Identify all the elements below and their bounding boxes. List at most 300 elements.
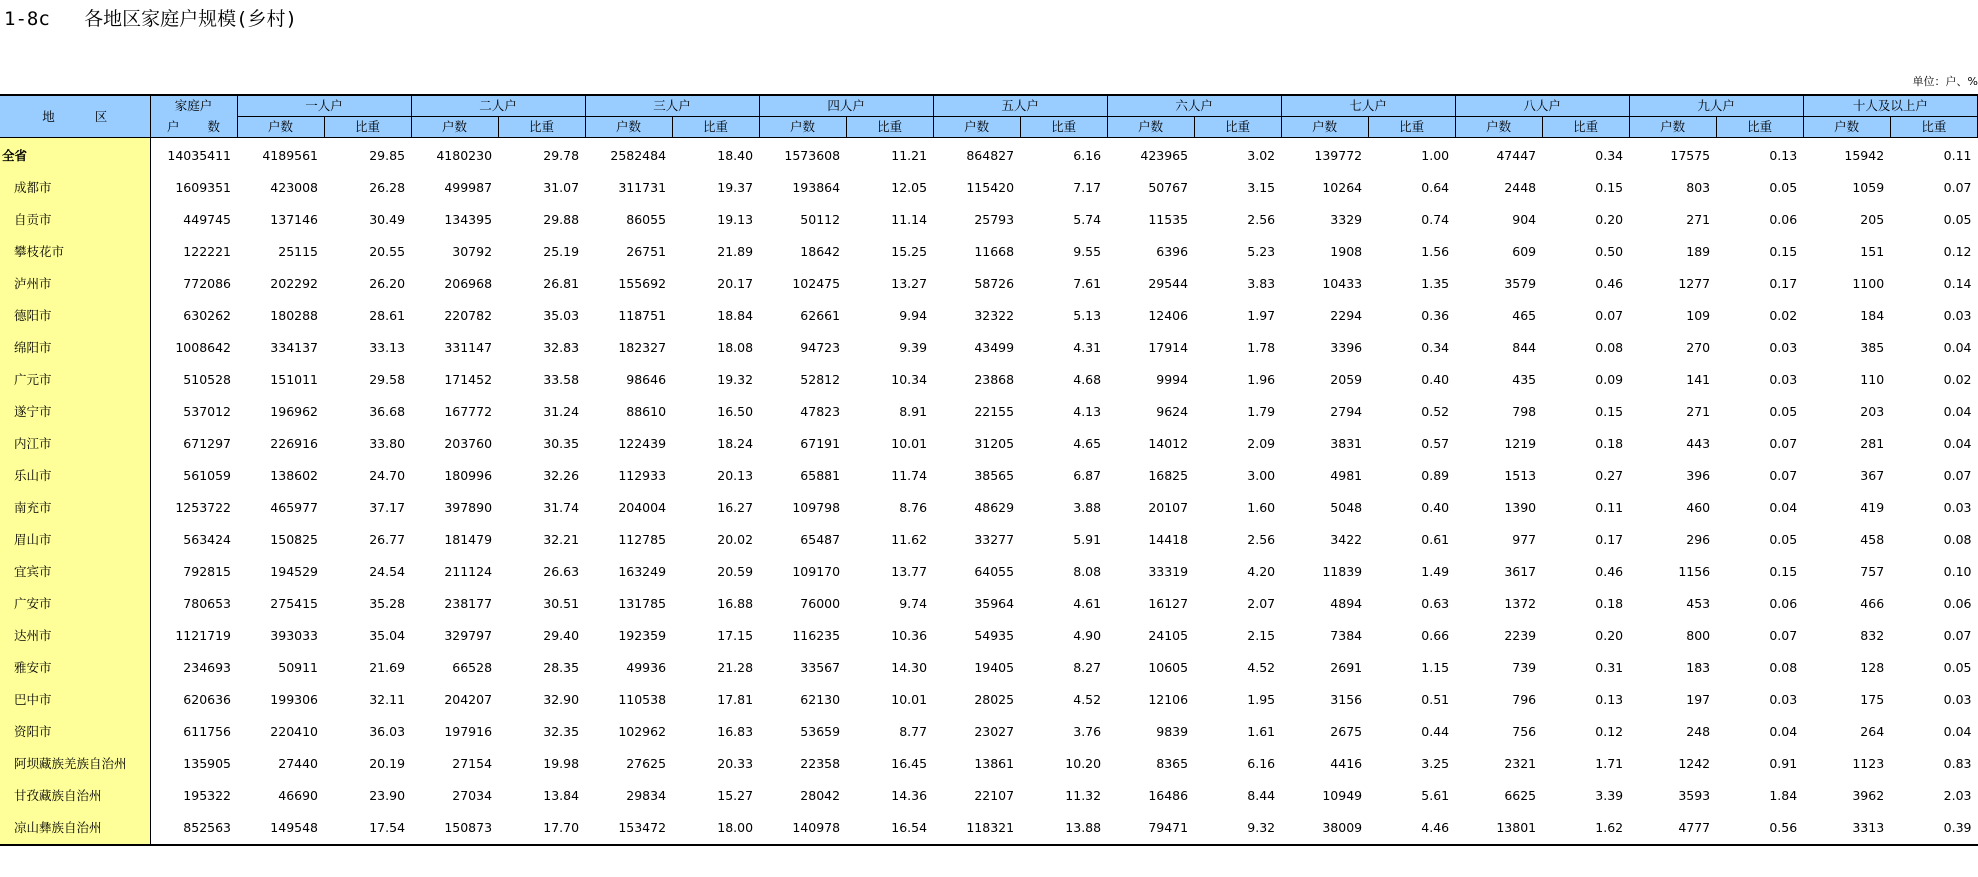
cell-ratio: 29.58 bbox=[369, 372, 406, 387]
cell-ratio: 0.04 bbox=[1769, 500, 1798, 515]
table-row bbox=[0, 780, 1978, 812]
table-row bbox=[0, 620, 1978, 652]
cell-ratio: 3.83 bbox=[1247, 276, 1276, 291]
region-name: 内江市 bbox=[0, 428, 150, 460]
cell-ratio: 0.11 bbox=[1943, 148, 1972, 163]
cell-count: 33567 bbox=[800, 660, 841, 675]
cell-count: 13801 bbox=[1455, 812, 1542, 845]
region-name: 甘孜藏族自治州 bbox=[0, 780, 150, 812]
cell-ratio: 1.61 bbox=[1247, 724, 1276, 739]
cell-ratio: 0.04 bbox=[1943, 404, 1972, 419]
cell-count: 150825 bbox=[270, 532, 319, 547]
cell-count: 25115 bbox=[278, 244, 319, 259]
cell-count: 17575 bbox=[1670, 148, 1711, 163]
cell-ratio: 10.01 bbox=[891, 436, 928, 451]
region-name: 广元市 bbox=[0, 364, 150, 396]
header-sub-count: 户数 bbox=[237, 117, 324, 138]
cell-count: 4777 bbox=[1629, 812, 1716, 845]
cell-count: 9839 bbox=[1156, 724, 1189, 739]
cell-count: 2448 bbox=[1504, 180, 1537, 195]
cell-ratio: 4.65 bbox=[1073, 436, 1102, 451]
region-name: 乐山市 bbox=[0, 460, 150, 492]
cell-count: 798 bbox=[1512, 404, 1537, 419]
header-row-sub bbox=[0, 117, 1978, 138]
household-count: 792815 bbox=[183, 564, 232, 579]
cell-count: 423008 bbox=[270, 180, 319, 195]
cell-ratio: 8.76 bbox=[899, 500, 928, 515]
cell-ratio: 15.27 bbox=[717, 788, 754, 803]
cell-count: 38009 bbox=[1281, 812, 1368, 845]
cell-ratio: 21.89 bbox=[717, 244, 754, 259]
cell-ratio: 26.77 bbox=[369, 532, 406, 547]
cell-ratio: 0.56 bbox=[1716, 812, 1803, 845]
cell-count: 385 bbox=[1860, 340, 1885, 355]
cell-ratio: 30.51 bbox=[543, 596, 580, 611]
cell-ratio: 0.83 bbox=[1943, 756, 1972, 771]
header-sub-count: 户数 bbox=[1803, 117, 1890, 138]
cell-ratio: 0.51 bbox=[1421, 692, 1450, 707]
header-group: 七人户 bbox=[1281, 95, 1455, 117]
cell-count: 203 bbox=[1860, 404, 1885, 419]
cell-count: 220782 bbox=[444, 308, 493, 323]
cell-count: 24105 bbox=[1148, 628, 1189, 643]
cell-ratio: 32.21 bbox=[543, 532, 580, 547]
cell-ratio: 0.17 bbox=[1769, 276, 1798, 291]
cell-count: 197916 bbox=[444, 724, 493, 739]
table-row bbox=[0, 748, 1978, 780]
cell-count: 271 bbox=[1686, 404, 1711, 419]
cell-count: 844 bbox=[1512, 340, 1537, 355]
header-sub-ratio: 比重 bbox=[846, 117, 933, 138]
cell-count: 50911 bbox=[278, 660, 319, 675]
cell-count: 118321 bbox=[933, 812, 1020, 845]
header-household-bottom: 户 数 bbox=[150, 117, 237, 138]
cell-ratio: 13.27 bbox=[891, 276, 928, 291]
table-row bbox=[0, 172, 1978, 204]
cell-ratio: 0.09 bbox=[1595, 372, 1624, 387]
cell-count: 140978 bbox=[759, 812, 846, 845]
cell-ratio: 20.19 bbox=[369, 756, 406, 771]
cell-count: 4189561 bbox=[262, 148, 319, 163]
cell-ratio: 16.50 bbox=[717, 404, 754, 419]
cell-count: 94723 bbox=[800, 340, 841, 355]
cell-count: 192359 bbox=[618, 628, 667, 643]
cell-count: 184 bbox=[1860, 308, 1885, 323]
header-sub-count: 户数 bbox=[585, 117, 672, 138]
cell-count: 443 bbox=[1686, 436, 1711, 451]
cell-ratio: 0.04 bbox=[1943, 340, 1972, 355]
cell-count: 112785 bbox=[618, 532, 667, 547]
cell-ratio: 0.20 bbox=[1595, 212, 1624, 227]
cell-count: 296 bbox=[1686, 532, 1711, 547]
cell-ratio: 0.02 bbox=[1943, 372, 1972, 387]
cell-ratio: 0.06 bbox=[1943, 596, 1972, 611]
header-group: 三人户 bbox=[585, 95, 759, 117]
cell-count: 1059 bbox=[1852, 180, 1885, 195]
cell-count: 134395 bbox=[444, 212, 493, 227]
cell-ratio: 11.62 bbox=[891, 532, 928, 547]
cell-ratio: 0.05 bbox=[1769, 532, 1798, 547]
cell-ratio: 4.68 bbox=[1073, 372, 1102, 387]
cell-ratio: 14.30 bbox=[891, 660, 928, 675]
cell-ratio: 8.27 bbox=[1073, 660, 1102, 675]
cell-ratio: 0.15 bbox=[1595, 404, 1624, 419]
cell-count: 4416 bbox=[1330, 756, 1363, 771]
cell-count: 52812 bbox=[800, 372, 841, 387]
cell-count: 18642 bbox=[800, 244, 841, 259]
household-count: 1609351 bbox=[175, 180, 232, 195]
cell-count: 118751 bbox=[618, 308, 667, 323]
cell-count: 1277 bbox=[1678, 276, 1711, 291]
household-count: 234693 bbox=[183, 660, 232, 675]
cell-ratio: 0.34 bbox=[1595, 148, 1624, 163]
cell-count: 864827 bbox=[966, 148, 1015, 163]
cell-ratio: 0.31 bbox=[1595, 660, 1624, 675]
region-name: 雅安市 bbox=[0, 652, 150, 684]
cell-count: 4180230 bbox=[436, 148, 493, 163]
table-header bbox=[0, 95, 1978, 138]
cell-ratio: 0.27 bbox=[1595, 468, 1624, 483]
cell-ratio: 0.10 bbox=[1943, 564, 1972, 579]
cell-ratio: 9.32 bbox=[1194, 812, 1281, 845]
cell-count: 28042 bbox=[800, 788, 841, 803]
cell-ratio: 10.20 bbox=[1065, 756, 1102, 771]
cell-count: 27625 bbox=[626, 756, 667, 771]
cell-ratio: 21.28 bbox=[717, 660, 754, 675]
cell-ratio: 1.79 bbox=[1247, 404, 1276, 419]
cell-count: 204207 bbox=[444, 692, 493, 707]
cell-count: 102962 bbox=[618, 724, 667, 739]
cell-ratio: 20.55 bbox=[369, 244, 406, 259]
cell-ratio: 9.74 bbox=[899, 596, 928, 611]
cell-count: 115420 bbox=[966, 180, 1015, 195]
cell-count: 149548 bbox=[237, 812, 324, 845]
cell-ratio: 13.77 bbox=[891, 564, 928, 579]
cell-count: 334137 bbox=[270, 340, 319, 355]
cell-ratio: 17.54 bbox=[324, 812, 411, 845]
cell-count: 20107 bbox=[1148, 500, 1189, 515]
cell-ratio: 0.15 bbox=[1595, 180, 1624, 195]
cell-count: 460 bbox=[1686, 500, 1711, 515]
cell-ratio: 11.21 bbox=[891, 148, 928, 163]
cell-count: 393033 bbox=[270, 628, 319, 643]
household-count: 135905 bbox=[183, 756, 232, 771]
cell-ratio: 2.15 bbox=[1247, 628, 1276, 643]
cell-ratio: 20.13 bbox=[717, 468, 754, 483]
cell-ratio: 7.61 bbox=[1073, 276, 1102, 291]
cell-ratio: 24.70 bbox=[369, 468, 406, 483]
cell-count: 3579 bbox=[1504, 276, 1537, 291]
cell-count: 199306 bbox=[270, 692, 319, 707]
cell-count: 16486 bbox=[1148, 788, 1189, 803]
cell-count: 211124 bbox=[444, 564, 493, 579]
cell-ratio: 4.13 bbox=[1073, 404, 1102, 419]
cell-count: 27154 bbox=[452, 756, 493, 771]
cell-ratio: 35.03 bbox=[543, 308, 580, 323]
table-row bbox=[0, 332, 1978, 364]
cell-count: 31205 bbox=[974, 436, 1015, 451]
cell-count: 756 bbox=[1512, 724, 1537, 739]
cell-count: 11839 bbox=[1322, 564, 1363, 579]
cell-count: 32322 bbox=[974, 308, 1015, 323]
table-row bbox=[0, 204, 1978, 236]
header-sub-count: 户数 bbox=[1455, 117, 1542, 138]
cell-ratio: 10.01 bbox=[891, 692, 928, 707]
cell-ratio: 0.11 bbox=[1595, 500, 1624, 515]
cell-count: 10433 bbox=[1322, 276, 1363, 291]
cell-ratio: 4.52 bbox=[1073, 692, 1102, 707]
cell-ratio: 0.08 bbox=[1769, 660, 1798, 675]
page-title: 1-8c 各地区家庭户规模(乡村) bbox=[4, 8, 297, 30]
cell-count: 109798 bbox=[792, 500, 841, 515]
cell-count: 50112 bbox=[800, 212, 841, 227]
cell-ratio: 3.02 bbox=[1247, 148, 1276, 163]
cell-count: 65881 bbox=[800, 468, 841, 483]
cell-ratio: 0.03 bbox=[1769, 692, 1798, 707]
cell-ratio: 4.90 bbox=[1073, 628, 1102, 643]
cell-count: 66528 bbox=[452, 660, 493, 675]
cell-count: 465977 bbox=[270, 500, 319, 515]
household-count: 611756 bbox=[183, 724, 232, 739]
cell-ratio: 16.54 bbox=[846, 812, 933, 845]
cell-count: 2239 bbox=[1504, 628, 1537, 643]
cell-ratio: 5.74 bbox=[1073, 212, 1102, 227]
cell-ratio: 13.88 bbox=[1020, 812, 1107, 845]
cell-count: 33319 bbox=[1148, 564, 1189, 579]
cell-count: 1156 bbox=[1678, 564, 1711, 579]
cell-ratio: 37.17 bbox=[369, 500, 406, 515]
region-name: 凉山彝族自治州 bbox=[0, 812, 150, 845]
cell-count: 30792 bbox=[452, 244, 493, 259]
cell-count: 98646 bbox=[626, 372, 667, 387]
region-name: 达州市 bbox=[0, 620, 150, 652]
region-name: 绵阳市 bbox=[0, 332, 150, 364]
cell-ratio: 1.15 bbox=[1421, 660, 1450, 675]
cell-count: 76000 bbox=[800, 596, 841, 611]
cell-count: 180288 bbox=[270, 308, 319, 323]
cell-ratio: 0.13 bbox=[1595, 692, 1624, 707]
cell-count: 2321 bbox=[1504, 756, 1537, 771]
cell-ratio: 17.81 bbox=[717, 692, 754, 707]
cell-count: 7384 bbox=[1330, 628, 1363, 643]
cell-ratio: 20.33 bbox=[717, 756, 754, 771]
cell-ratio: 5.13 bbox=[1073, 308, 1102, 323]
household-count: 563424 bbox=[183, 532, 232, 547]
cell-count: 181479 bbox=[444, 532, 493, 547]
cell-ratio: 9.94 bbox=[899, 308, 928, 323]
cell-ratio: 19.98 bbox=[543, 756, 580, 771]
cell-count: 79471 bbox=[1107, 812, 1194, 845]
region-name: 德阳市 bbox=[0, 300, 150, 332]
cell-count: 205 bbox=[1860, 212, 1885, 227]
cell-count: 49936 bbox=[626, 660, 667, 675]
header-household-top: 家庭户 bbox=[150, 95, 237, 117]
header-sub-ratio: 比重 bbox=[1890, 117, 1977, 138]
cell-count: 197 bbox=[1686, 692, 1711, 707]
cell-count: 6396 bbox=[1156, 244, 1189, 259]
cell-ratio: 10.34 bbox=[891, 372, 928, 387]
cell-ratio: 0.14 bbox=[1943, 276, 1972, 291]
household-count: 1121719 bbox=[175, 628, 232, 643]
cell-ratio: 9.39 bbox=[899, 340, 928, 355]
cell-ratio: 0.07 bbox=[1769, 436, 1798, 451]
cell-count: 739 bbox=[1512, 660, 1537, 675]
header-sub-ratio: 比重 bbox=[1542, 117, 1629, 138]
region-name: 眉山市 bbox=[0, 524, 150, 556]
cell-count: 155692 bbox=[618, 276, 667, 291]
cell-count: 367 bbox=[1860, 468, 1885, 483]
cell-ratio: 24.54 bbox=[369, 564, 406, 579]
cell-count: 22107 bbox=[974, 788, 1015, 803]
cell-ratio: 2.56 bbox=[1247, 212, 1276, 227]
cell-ratio: 31.07 bbox=[543, 180, 580, 195]
household-count: 630262 bbox=[183, 308, 232, 323]
cell-ratio: 26.20 bbox=[369, 276, 406, 291]
cell-ratio: 0.07 bbox=[1943, 180, 1972, 195]
cell-ratio: 4.31 bbox=[1073, 340, 1102, 355]
cell-count: 6625 bbox=[1504, 788, 1537, 803]
cell-count: 22358 bbox=[800, 756, 841, 771]
cell-ratio: 0.57 bbox=[1421, 436, 1450, 451]
cell-count: 189 bbox=[1686, 244, 1711, 259]
cell-ratio: 29.40 bbox=[543, 628, 580, 643]
cell-count: 86055 bbox=[626, 212, 667, 227]
cell-ratio: 18.08 bbox=[717, 340, 754, 355]
header-sub-ratio: 比重 bbox=[324, 117, 411, 138]
cell-ratio: 32.11 bbox=[369, 692, 406, 707]
cell-ratio: 8.91 bbox=[899, 404, 928, 419]
cell-ratio: 18.40 bbox=[717, 148, 754, 163]
cell-ratio: 33.58 bbox=[543, 372, 580, 387]
cell-ratio: 0.05 bbox=[1769, 180, 1798, 195]
cell-ratio: 3.39 bbox=[1595, 788, 1624, 803]
cell-count: 171452 bbox=[444, 372, 493, 387]
cell-ratio: 8.08 bbox=[1073, 564, 1102, 579]
cell-ratio: 35.28 bbox=[369, 596, 406, 611]
cell-ratio: 16.88 bbox=[717, 596, 754, 611]
cell-count: 193864 bbox=[792, 180, 841, 195]
cell-count: 1513 bbox=[1504, 468, 1537, 483]
cell-ratio: 31.24 bbox=[543, 404, 580, 419]
cell-count: 800 bbox=[1686, 628, 1711, 643]
cell-ratio: 28.61 bbox=[369, 308, 406, 323]
cell-count: 131785 bbox=[618, 596, 667, 611]
header-group: 四人户 bbox=[759, 95, 933, 117]
cell-count: 29544 bbox=[1148, 276, 1189, 291]
cell-count: 64055 bbox=[974, 564, 1015, 579]
cell-ratio: 0.07 bbox=[1769, 628, 1798, 643]
cell-count: 151 bbox=[1860, 244, 1885, 259]
header-group: 九人户 bbox=[1629, 95, 1803, 117]
cell-ratio: 7.17 bbox=[1073, 180, 1102, 195]
cell-ratio: 1.62 bbox=[1542, 812, 1629, 845]
cell-ratio: 0.52 bbox=[1421, 404, 1450, 419]
cell-ratio: 0.04 bbox=[1769, 724, 1798, 739]
cell-ratio: 1.84 bbox=[1769, 788, 1798, 803]
cell-ratio: 36.68 bbox=[369, 404, 406, 419]
cell-count: 27034 bbox=[452, 788, 493, 803]
cell-ratio: 8.77 bbox=[899, 724, 928, 739]
cell-count: 1573608 bbox=[784, 148, 841, 163]
table-row bbox=[0, 268, 1978, 300]
header-sub-count: 户数 bbox=[411, 117, 498, 138]
cell-ratio: 0.44 bbox=[1421, 724, 1450, 739]
table-row bbox=[0, 684, 1978, 716]
cell-ratio: 32.26 bbox=[543, 468, 580, 483]
cell-count: 196962 bbox=[270, 404, 319, 419]
cell-count: 19405 bbox=[974, 660, 1015, 675]
cell-count: 3962 bbox=[1852, 788, 1885, 803]
cell-ratio: 23.90 bbox=[369, 788, 406, 803]
cell-ratio: 29.78 bbox=[543, 148, 580, 163]
cell-ratio: 0.61 bbox=[1421, 532, 1450, 547]
table-row bbox=[0, 652, 1978, 684]
cell-ratio: 35.04 bbox=[369, 628, 406, 643]
cell-ratio: 19.37 bbox=[717, 180, 754, 195]
cell-count: 2582484 bbox=[610, 148, 667, 163]
cell-count: 12106 bbox=[1148, 692, 1189, 707]
cell-count: 15942 bbox=[1844, 148, 1885, 163]
cell-ratio: 32.35 bbox=[543, 724, 580, 739]
cell-ratio: 29.85 bbox=[369, 148, 406, 163]
cell-ratio: 0.03 bbox=[1943, 308, 1972, 323]
cell-count: 163249 bbox=[618, 564, 667, 579]
cell-ratio: 33.13 bbox=[369, 340, 406, 355]
cell-ratio: 19.32 bbox=[717, 372, 754, 387]
header-sub-count: 户数 bbox=[1281, 117, 1368, 138]
cell-count: 499987 bbox=[444, 180, 493, 195]
cell-count: 3313 bbox=[1803, 812, 1890, 845]
cell-count: 35964 bbox=[974, 596, 1015, 611]
cell-ratio: 6.16 bbox=[1073, 148, 1102, 163]
cell-count: 206968 bbox=[444, 276, 493, 291]
cell-count: 50767 bbox=[1148, 180, 1189, 195]
cell-count: 832 bbox=[1860, 628, 1885, 643]
cell-count: 28025 bbox=[974, 692, 1015, 707]
cell-count: 46690 bbox=[278, 788, 319, 803]
cell-count: 226916 bbox=[270, 436, 319, 451]
cell-count: 26751 bbox=[626, 244, 667, 259]
cell-count: 453 bbox=[1686, 596, 1711, 611]
cell-ratio: 18.24 bbox=[717, 436, 754, 451]
cell-count: 2675 bbox=[1330, 724, 1363, 739]
cell-count: 183 bbox=[1686, 660, 1711, 675]
cell-ratio: 18.00 bbox=[672, 812, 759, 845]
cell-count: 27440 bbox=[278, 756, 319, 771]
table-row bbox=[0, 556, 1978, 588]
cell-count: 204004 bbox=[618, 500, 667, 515]
cell-ratio: 0.07 bbox=[1595, 308, 1624, 323]
cell-ratio: 3.88 bbox=[1073, 500, 1102, 515]
header-sub-count: 户数 bbox=[1107, 117, 1194, 138]
cell-ratio: 0.08 bbox=[1595, 340, 1624, 355]
table-row bbox=[0, 138, 1978, 173]
cell-ratio: 3.25 bbox=[1421, 756, 1450, 771]
cell-count: 609 bbox=[1512, 244, 1537, 259]
cell-ratio: 0.91 bbox=[1769, 756, 1798, 771]
cell-count: 3156 bbox=[1330, 692, 1363, 707]
cell-count: 88610 bbox=[626, 404, 667, 419]
header-sub-ratio: 比重 bbox=[672, 117, 759, 138]
cell-count: 110 bbox=[1860, 372, 1885, 387]
cell-count: 1390 bbox=[1504, 500, 1537, 515]
header-group: 一人户 bbox=[237, 95, 411, 117]
cell-count: 153472 bbox=[585, 812, 672, 845]
household-count: 195322 bbox=[183, 788, 232, 803]
cell-count: 116235 bbox=[792, 628, 841, 643]
cell-ratio: 1.00 bbox=[1421, 148, 1450, 163]
cell-count: 203760 bbox=[444, 436, 493, 451]
